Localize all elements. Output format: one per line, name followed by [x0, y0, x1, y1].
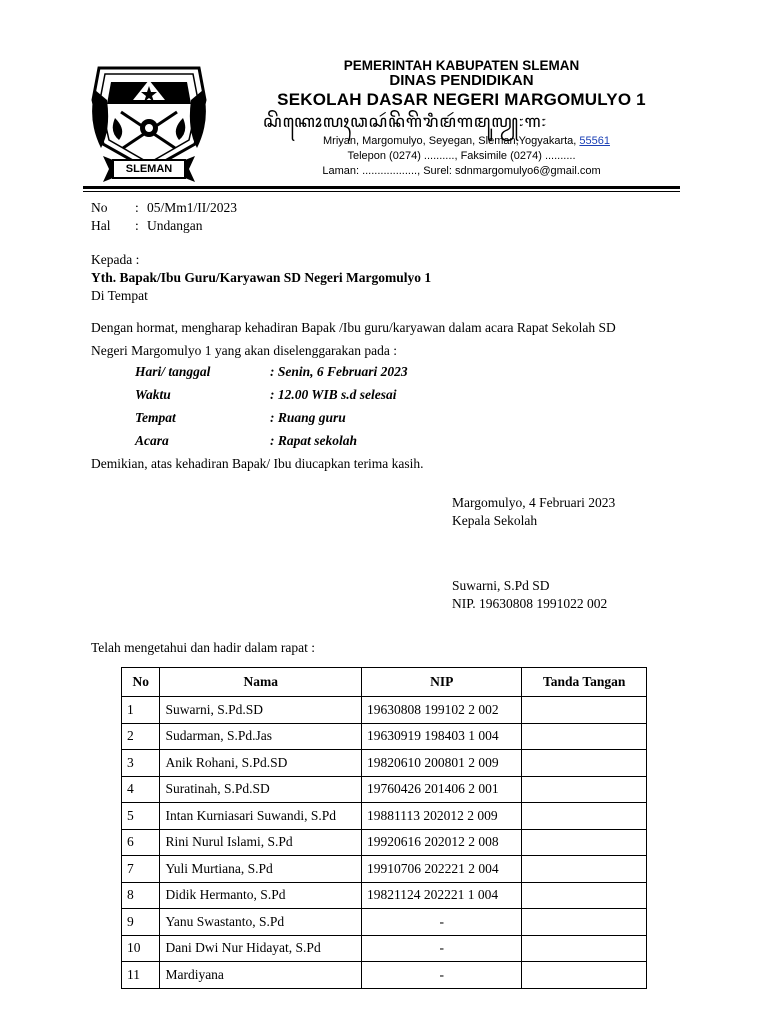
row-nama: Rini Nurul Islami, S.Pd	[160, 829, 362, 856]
row-nip: -	[362, 962, 522, 989]
row-nama: Yuli Murtiana, S.Pd	[160, 856, 362, 883]
row-no: 5	[122, 803, 160, 830]
attendance-table-body	[122, 697, 647, 989]
letterhead-divider-thick	[83, 186, 680, 189]
row-nama: Didik Hermanto, S.Pd	[160, 882, 362, 909]
row-signature-cell	[522, 856, 647, 883]
row-signature-cell	[522, 697, 647, 724]
row-nama: Sudarman, S.Pd.Jas	[160, 723, 362, 750]
signature-nip: NIP. 19630808 1991022 002	[452, 596, 608, 611]
row-nama: Mardiyana	[160, 962, 362, 989]
letterhead-text	[243, 56, 680, 179]
letter-subject: Undangan	[147, 218, 203, 233]
signature-name: Suwarni, S.Pd SD	[452, 578, 550, 593]
table-row	[122, 909, 647, 936]
row-no: 11	[122, 962, 160, 989]
header-nip: NIP	[362, 668, 522, 697]
row-nip: 19821124 202221 1 004	[362, 882, 522, 909]
letterhead	[83, 56, 680, 186]
department-name: DINAS PENDIDIKAN	[389, 72, 534, 89]
row-no: 3	[122, 750, 160, 777]
row-nip: -	[362, 909, 522, 936]
row-signature-cell	[522, 776, 647, 803]
row-nama: Anik Rohani, S.Pd.SD	[160, 750, 362, 777]
body-paragraph-line-1: Dengan hormat, mengharap kehadiran Bapak /Ibu guru/karyawan dalam acara Rapat Sekolah SD	[91, 320, 616, 335]
row-nip: 19760426 201406 2 001	[362, 776, 522, 803]
recipient-place: Di Tempat	[91, 288, 148, 303]
school-web-email: Laman: .................., Surel: sdnmargomulyo6@gmail.com	[322, 165, 601, 177]
table-row	[122, 803, 647, 830]
government-name: PEMERINTAH KABUPATEN SLEMAN	[343, 58, 580, 73]
closing-sentence: Demikian, atas kehadiran Bapak/ Ibu diucapkan terima kasih.	[91, 456, 424, 471]
signature-title: Kepala Sekolah	[452, 513, 538, 528]
row-nip: 19820610 200801 2 009	[362, 750, 522, 777]
table-row	[122, 935, 647, 962]
row-signature-cell	[522, 882, 647, 909]
kepada-label: Kepada :	[91, 252, 140, 267]
row-no: 4	[122, 776, 160, 803]
header-no: No	[122, 668, 160, 697]
body-paragraph-line-2: Negeri Margomulyo 1 yang akan diselenggarakan pada :	[91, 343, 398, 358]
postal-code-link[interactable]: 55561	[579, 135, 610, 147]
row-nama: Suwarni, S.Pd.SD	[160, 697, 362, 724]
row-nip: 19630808 199102 2 002	[362, 697, 522, 724]
row-nama: Dani Dwi Nur Hidayat, S.Pd	[160, 935, 362, 962]
row-no: 8	[122, 882, 160, 909]
row-nip: 19920616 202012 2 008	[362, 829, 522, 856]
row-signature-cell	[522, 723, 647, 750]
table-row	[122, 962, 647, 989]
row-no: 7	[122, 856, 160, 883]
row-nip: 19910706 202221 2 004	[362, 856, 522, 883]
attendance-table	[121, 667, 647, 989]
row-no: 9	[122, 909, 160, 936]
recipient-name: Yth. Bapak/Ibu Guru/Karyawan SD Negeri Margomulyo 1	[91, 270, 432, 285]
row-signature-cell	[522, 803, 647, 830]
letterhead-divider-thin	[83, 191, 680, 192]
row-no: 6	[122, 829, 160, 856]
row-nip: 19630919 198403 1 004	[362, 723, 522, 750]
row-nama: Suratinah, S.Pd.SD	[160, 776, 362, 803]
school-name: SEKOLAH DASAR NEGERI MARGOMULYO 1	[277, 90, 646, 109]
row-signature-cell	[522, 962, 647, 989]
attendance-table-header	[122, 668, 647, 697]
letter-number: 05/Mm1/II/2023	[147, 200, 237, 215]
table-row	[122, 750, 647, 777]
row-nama: Intan Kurniasari Suwandi, S.Pd	[160, 803, 362, 830]
row-no: 1	[122, 697, 160, 724]
row-nip: 19881113 202012 2 009	[362, 803, 522, 830]
table-row	[122, 697, 647, 724]
table-row	[122, 829, 647, 856]
table-row	[122, 723, 647, 750]
logo-label: SLEMAN	[125, 163, 173, 175]
row-signature-cell	[522, 829, 647, 856]
row-signature-cell	[522, 935, 647, 962]
attendance-intro: Telah mengetahui dan hadir dalam rapat :	[91, 640, 315, 655]
row-signature-cell	[522, 750, 647, 777]
header-tanda-tangan: Tanda Tangan	[522, 668, 647, 697]
header-nama: Nama	[160, 668, 362, 697]
row-nip: -	[362, 935, 522, 962]
table-row	[122, 856, 647, 883]
sleman-emblem-logo	[87, 60, 211, 184]
school-address: Mriyan, Margomulyo, Seyegan, Sleman,Yogyakarta, 55561	[323, 135, 610, 147]
table-row	[122, 882, 647, 909]
row-no: 10	[122, 935, 160, 962]
signature-place-date: Margomulyo, 4 Februari 2023	[452, 495, 616, 510]
row-no: 2	[122, 723, 160, 750]
table-row	[122, 776, 647, 803]
javanese-script-name: ꦱꦼꦏꦺꦴꦭꦃꦣꦱꦂꦤꦼꦒꦼꦫꦶꦩꦂꦒꦩꦸꦭꦾ꧇꧑꧇	[263, 112, 548, 131]
row-signature-cell	[522, 909, 647, 936]
school-phone: Telepon (0274) .........., Faksimile (0274) ..........	[347, 150, 576, 162]
row-nama: Yanu Swastanto, S.Pd	[160, 909, 362, 936]
